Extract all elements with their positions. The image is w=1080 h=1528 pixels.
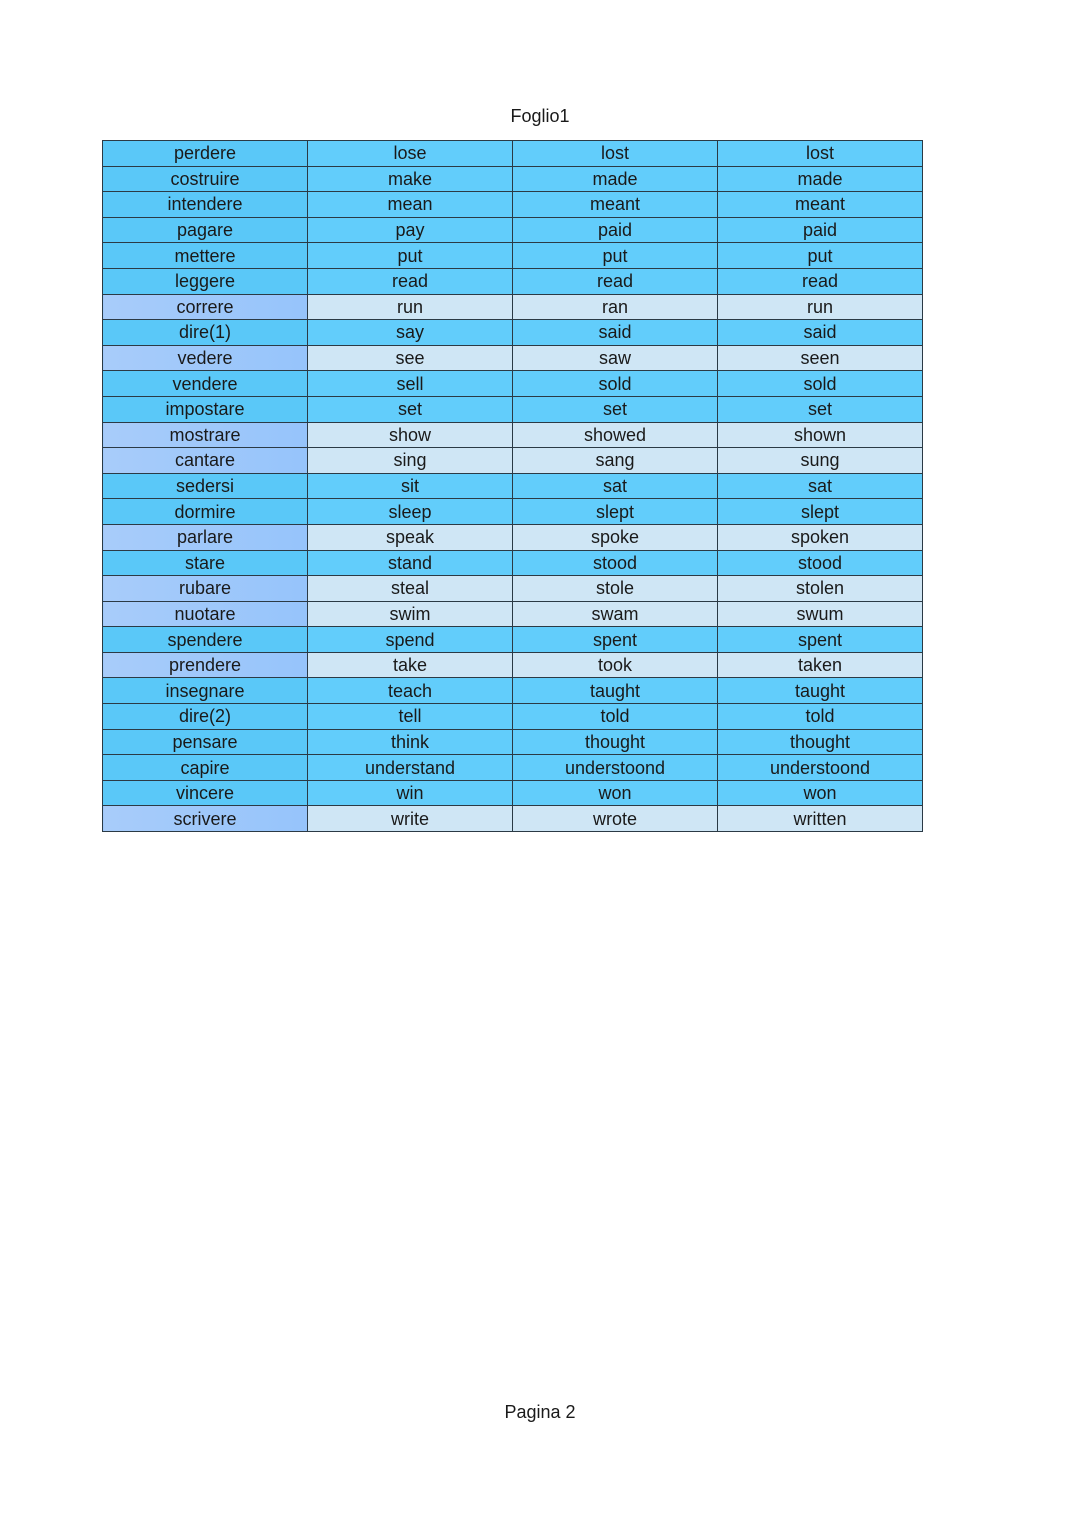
past-participle-cell: paid [718,217,923,243]
base-form-cell: understand [308,755,513,781]
base-form-cell: take [308,652,513,678]
table-row [103,166,923,192]
past-simple-cell: ran [513,294,718,320]
italian-cell: intendere [103,192,308,218]
table-row [103,396,923,422]
italian-cell: cantare [103,448,308,474]
italian-cell: pagare [103,217,308,243]
italian-cell: prendere [103,652,308,678]
base-form-cell: pay [308,217,513,243]
table-row [103,550,923,576]
table-row [103,780,923,806]
italian-cell: nuotare [103,601,308,627]
past-participle-cell: sung [718,448,923,474]
base-form-cell: sit [308,473,513,499]
past-simple-cell: put [513,243,718,269]
table-row [103,345,923,371]
past-simple-cell: paid [513,217,718,243]
italian-cell: rubare [103,576,308,602]
past-participle-cell: made [718,166,923,192]
past-simple-cell: swam [513,601,718,627]
past-participle-cell: slept [718,499,923,525]
past-participle-cell: spoken [718,524,923,550]
past-simple-cell: lost [513,141,718,167]
past-participle-cell: swum [718,601,923,627]
base-form-cell: say [308,320,513,346]
past-participle-cell: lost [718,141,923,167]
past-simple-cell: sat [513,473,718,499]
table-row [103,652,923,678]
base-form-cell: show [308,422,513,448]
past-simple-cell: thought [513,729,718,755]
past-simple-cell: spoke [513,524,718,550]
base-form-cell: win [308,780,513,806]
base-form-cell: think [308,729,513,755]
italian-cell: dire(1) [103,320,308,346]
italian-cell: vincere [103,780,308,806]
italian-cell: mettere [103,243,308,269]
past-participle-cell: sold [718,371,923,397]
past-participle-cell: put [718,243,923,269]
past-simple-cell: sold [513,371,718,397]
past-simple-cell: showed [513,422,718,448]
past-participle-cell: shown [718,422,923,448]
base-form-cell: speak [308,524,513,550]
past-participle-cell: spent [718,627,923,653]
past-participle-cell: meant [718,192,923,218]
table-row [103,499,923,525]
italian-cell: scrivere [103,806,308,832]
base-form-cell: sell [308,371,513,397]
past-simple-cell: meant [513,192,718,218]
base-form-cell: run [308,294,513,320]
past-participle-cell: told [718,704,923,730]
table-row [103,627,923,653]
table-row [103,192,923,218]
past-participle-cell: taken [718,652,923,678]
past-participle-cell: said [718,320,923,346]
table-row [103,755,923,781]
past-participle-cell: taught [718,678,923,704]
base-form-cell: steal [308,576,513,602]
base-form-cell: make [308,166,513,192]
italian-cell: correre [103,294,308,320]
italian-cell: costruire [103,166,308,192]
table-row [103,678,923,704]
table-row [103,217,923,243]
past-participle-cell: stolen [718,576,923,602]
past-simple-cell: taught [513,678,718,704]
past-simple-cell: stood [513,550,718,576]
past-participle-cell: stood [718,550,923,576]
past-simple-cell: saw [513,345,718,371]
verb-table-body [103,141,923,832]
table-row [103,243,923,269]
past-simple-cell: said [513,320,718,346]
table-row [103,141,923,167]
past-participle-cell: read [718,268,923,294]
past-simple-cell: read [513,268,718,294]
italian-cell: spendere [103,627,308,653]
table-row [103,729,923,755]
table-row [103,601,923,627]
base-form-cell: sing [308,448,513,474]
italian-cell: dire(2) [103,704,308,730]
past-simple-cell: won [513,780,718,806]
italian-cell: vedere [103,345,308,371]
past-simple-cell: spent [513,627,718,653]
italian-cell: mostrare [103,422,308,448]
past-participle-cell: understoond [718,755,923,781]
past-simple-cell: set [513,396,718,422]
base-form-cell: lose [308,141,513,167]
italian-cell: leggere [103,268,308,294]
past-simple-cell: wrote [513,806,718,832]
italian-cell: capire [103,755,308,781]
table-row [103,524,923,550]
past-participle-cell: run [718,294,923,320]
past-participle-cell: won [718,780,923,806]
table-row [103,704,923,730]
table-row [103,320,923,346]
table-row [103,294,923,320]
verb-table [102,140,923,832]
table-row [103,448,923,474]
base-form-cell: read [308,268,513,294]
table-row [103,268,923,294]
base-form-cell: swim [308,601,513,627]
table-row [103,371,923,397]
italian-cell: dormire [103,499,308,525]
base-form-cell: tell [308,704,513,730]
table-row [103,806,923,832]
base-form-cell: sleep [308,499,513,525]
past-participle-cell: sat [718,473,923,499]
italian-cell: impostare [103,396,308,422]
past-simple-cell: understoond [513,755,718,781]
sheet-title: Foglio1 [510,106,570,126]
italian-cell: vendere [103,371,308,397]
italian-cell: stare [103,550,308,576]
past-simple-cell: slept [513,499,718,525]
page-footer: Pagina 2 [504,1402,576,1422]
table-row [103,473,923,499]
past-participle-cell: seen [718,345,923,371]
base-form-cell: write [308,806,513,832]
past-simple-cell: took [513,652,718,678]
past-simple-cell: made [513,166,718,192]
past-simple-cell: stole [513,576,718,602]
base-form-cell: put [308,243,513,269]
base-form-cell: set [308,396,513,422]
italian-cell: parlare [103,524,308,550]
past-simple-cell: sang [513,448,718,474]
italian-cell: pensare [103,729,308,755]
italian-cell: perdere [103,141,308,167]
table-row [103,576,923,602]
base-form-cell: spend [308,627,513,653]
past-participle-cell: thought [718,729,923,755]
table-row [103,422,923,448]
italian-cell: insegnare [103,678,308,704]
past-participle-cell: written [718,806,923,832]
base-form-cell: mean [308,192,513,218]
past-simple-cell: told [513,704,718,730]
base-form-cell: stand [308,550,513,576]
base-form-cell: see [308,345,513,371]
past-participle-cell: set [718,396,923,422]
base-form-cell: teach [308,678,513,704]
italian-cell: sedersi [103,473,308,499]
